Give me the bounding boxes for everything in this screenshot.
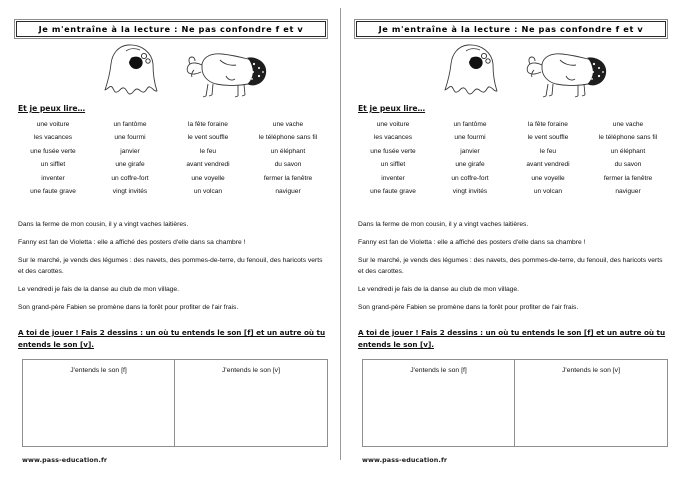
word-item: une girafe	[455, 161, 485, 169]
sentence-list	[18, 220, 328, 321]
title-box	[354, 19, 668, 39]
cow-icon	[182, 46, 272, 98]
word-item: un coffre-fort	[451, 174, 489, 182]
word-item: un fantôme	[453, 121, 487, 128]
word-item: une faute grave	[30, 187, 76, 195]
answer-box-f-label: J'entends le son [f]	[410, 367, 467, 374]
exercise-instruction	[358, 327, 666, 350]
answer-table	[362, 359, 668, 447]
sentence-item: Fanny est fan de Violetta : elle a affiché des posters d'elle dans sa chambre !	[358, 239, 586, 246]
answer-box-v-label: J'entends le son [v]	[222, 367, 280, 374]
word-item: un sifflet	[40, 161, 66, 169]
title-box	[14, 19, 328, 39]
sentence-item: Dans la ferme de mon cousin, il y a vingt vaches laitières.	[18, 221, 189, 228]
word-item: une vache	[612, 121, 644, 128]
word-item: janvier	[460, 147, 480, 155]
word-item: le téléphone sans fil	[258, 134, 318, 142]
word-item: fermer la fenêtre	[603, 174, 653, 182]
word-item: une fusée verte	[30, 147, 76, 155]
word-item: le vent souffle	[187, 134, 229, 142]
answer-box-f[interactable]	[363, 360, 515, 446]
sentence-item: Sur le marché, je vends des légumes : des navets, des pommes-de-terre, du fenouil, des haricots verts et des carottes.	[18, 257, 323, 275]
read-heading: Et je peux lire…	[358, 104, 426, 113]
ghost-icon	[436, 42, 510, 100]
word-item: une voyelle	[191, 174, 225, 182]
word-item: vingt invités	[452, 187, 488, 195]
worksheet-copy-right	[340, 0, 680, 480]
word-item: le feu	[199, 147, 217, 155]
word-item: fermer la fenêtre	[263, 174, 313, 182]
sentence-item: Son grand-père Fabien se promène dans la forêt pour profiter de l'air frais.	[358, 303, 579, 311]
page-title: Je m'entraîne à la lecture : Ne pas confondre f et v	[378, 24, 644, 34]
word-item: un sifflet	[380, 161, 406, 169]
illustration-row	[14, 42, 328, 100]
word-item: la fête foraine	[188, 121, 228, 128]
word-item: inventer	[381, 174, 405, 182]
answer-box-v-label: J'entends le son [v]	[562, 367, 620, 374]
word-item: naviguer	[275, 187, 301, 195]
word-grid	[14, 120, 328, 196]
word-item: une fourmi	[454, 134, 486, 142]
page-title: Je m'entraîne à la lecture : Ne pas confondre f et v	[38, 24, 304, 34]
word-item: une voiture	[376, 121, 410, 128]
word-item: inventer	[41, 174, 65, 182]
word-item: une fusée verte	[370, 147, 416, 155]
sentence-item: Sur le marché, je vends des légumes : des navets, des pommes-de-terre, du fenouil, des haricots verts et des carottes.	[358, 257, 663, 275]
word-item: une faute grave	[370, 187, 416, 195]
cow-icon	[522, 46, 612, 98]
word-item: un volcan	[193, 187, 223, 195]
word-item: un éléphant	[270, 147, 306, 155]
word-item: le feu	[539, 147, 557, 155]
footer-url: www.pass-education.fr	[362, 456, 448, 464]
sentence-item: Fanny est fan de Violetta : elle a affiché des posters d'elle dans sa chambre !	[18, 239, 246, 246]
answer-table	[22, 359, 328, 447]
word-item: une voyelle	[531, 174, 565, 182]
answer-box-v[interactable]	[515, 360, 667, 446]
word-grid	[354, 120, 668, 196]
word-item: les vacances	[33, 134, 73, 142]
word-item: un volcan	[533, 187, 563, 195]
sentence-item: Le vendredi je fais de la danse au club de mon village.	[18, 285, 179, 293]
word-item: le vent souffle	[527, 134, 569, 142]
word-item: vingt invités	[112, 187, 148, 195]
word-item: un fantôme	[113, 121, 147, 128]
sentence-item: Le vendredi je fais de la danse au club de mon village.	[358, 285, 519, 293]
illustration-row	[354, 42, 668, 100]
word-item: un éléphant	[610, 147, 646, 155]
exercise-instruction-text: A toi de jouer ! Fais 2 dessins : un où tu entends le son [f] et un autre où tu entends le son [v].	[358, 328, 666, 349]
word-item: une vache	[272, 121, 304, 128]
footer-url: www.pass-education.fr	[22, 456, 108, 464]
ghost-icon	[96, 42, 170, 100]
word-item: le téléphone sans fil	[598, 134, 658, 142]
sentence-item: Dans la ferme de mon cousin, il y a vingt vaches laitières.	[358, 221, 529, 228]
answer-box-f[interactable]	[23, 360, 175, 446]
sentence-item: Son grand-père Fabien se promène dans la forêt pour profiter de l'air frais.	[18, 303, 239, 311]
word-item: du savon	[614, 161, 642, 169]
exercise-instruction	[18, 327, 326, 350]
word-item: une fourmi	[114, 134, 146, 142]
sentence-list	[358, 220, 668, 321]
word-item: naviguer	[615, 187, 641, 195]
word-item: une voiture	[36, 121, 70, 128]
word-item: un coffre-fort	[111, 174, 149, 182]
word-item: avant vendredi	[186, 161, 230, 169]
exercise-instruction-text: A toi de jouer ! Fais 2 dessins : un où tu entends le son [f] et un autre où tu entends le son [v].	[18, 328, 326, 349]
word-item: les vacances	[373, 134, 413, 142]
word-item: une girafe	[115, 161, 145, 169]
word-item: avant vendredi	[526, 161, 570, 169]
answer-box-v[interactable]	[175, 360, 327, 446]
answer-box-f-label: J'entends le son [f]	[70, 367, 127, 374]
word-item: du savon	[274, 161, 302, 169]
read-heading: Et je peux lire…	[18, 104, 86, 113]
word-item: janvier	[120, 147, 140, 155]
word-item: la fête foraine	[528, 121, 568, 128]
